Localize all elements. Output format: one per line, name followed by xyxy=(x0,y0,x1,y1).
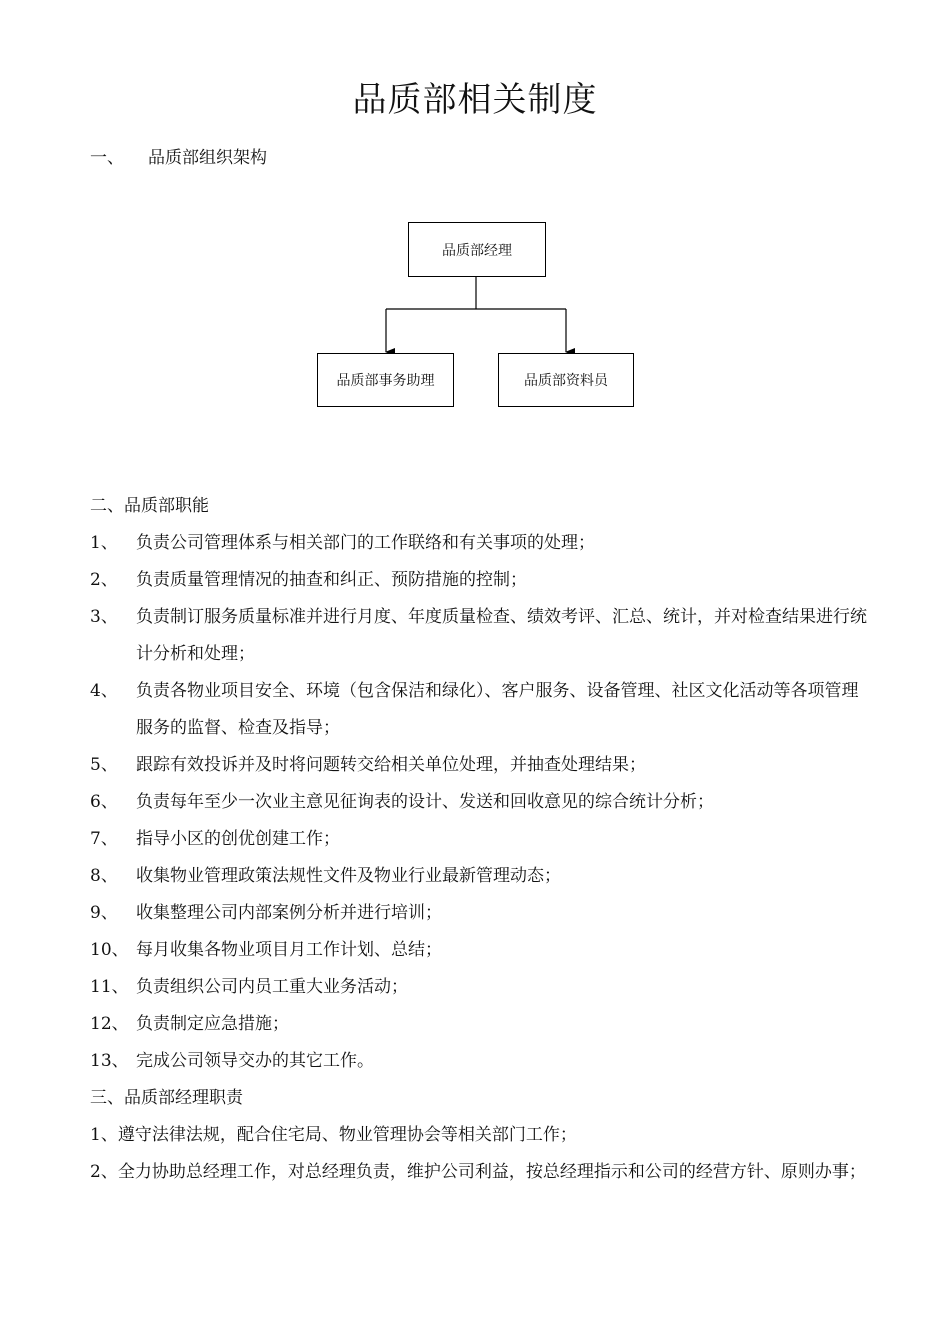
org-box-assistant: 品质部事务助理 xyxy=(317,353,454,407)
list-item-number: 9、 xyxy=(90,903,118,923)
list-item-text: 负责制定应急措施； xyxy=(136,1014,289,1034)
list-item-number: 10、 xyxy=(90,940,129,960)
list-item-number: 1、 xyxy=(90,533,118,553)
list-item xyxy=(90,747,870,784)
list-item-number: 11、 xyxy=(90,977,129,997)
list-item-text: 负责制订服务质量标准并进行月度、年度质量检查、绩效考评、汇总、统计，并对检查结果进行统计分析和处理； xyxy=(136,607,867,664)
list-item-text: 收集物业管理政策法规性文件及物业行业最新管理动态； xyxy=(136,866,561,886)
list-item-number: 5、 xyxy=(90,755,118,775)
list-item-text: 负责组织公司内员工重大业务活动； xyxy=(136,977,408,997)
org-box-data-clerk: 品质部资料员 xyxy=(498,353,634,407)
list-item xyxy=(90,858,870,895)
list-item-number: 4、 xyxy=(90,681,118,701)
org-chart xyxy=(0,0,950,440)
section-3-heading: 三、品质部经理职责 xyxy=(90,1088,243,1108)
list-item-number: 3、 xyxy=(90,607,118,627)
list-item-number: 2、 xyxy=(90,570,118,590)
list-item-text: 完成公司领导交办的其它工作。 xyxy=(136,1051,374,1071)
list-item-text: 跟踪有效投诉并及时将问题转交给相关单位处理，并抽查处理结果； xyxy=(136,755,646,775)
list-item xyxy=(90,673,870,747)
list-item xyxy=(90,1006,870,1043)
list-item xyxy=(90,525,870,562)
list-item xyxy=(90,821,870,858)
list-item xyxy=(90,895,870,932)
list-item-text: 负责质量管理情况的抽查和纠正、预防措施的控制； xyxy=(136,570,527,590)
list-item xyxy=(90,1043,870,1080)
document-body xyxy=(90,488,870,1191)
section-2-heading: 二、品质部职能 xyxy=(90,496,209,516)
page-title: 品质部相关制度 xyxy=(352,80,598,120)
section-3-paragraph: 1、遵守法律法规，配合住宅局、物业管理协会等相关部门工作； xyxy=(90,1125,577,1145)
section-1-number: 一、 xyxy=(90,148,124,168)
list-item xyxy=(90,932,870,969)
list-item xyxy=(90,562,870,599)
list-item-text: 收集整理公司内部案例分析并进行培训； xyxy=(136,903,442,923)
list-item-text: 负责每年至少一次业主意见征询表的设计、发送和回收意见的综合统计分析； xyxy=(136,792,714,812)
list-item-number: 13、 xyxy=(90,1051,129,1071)
list-item-number: 6、 xyxy=(90,792,118,812)
section-3-paragraph: 2、全力协助总经理工作，对总经理负责，维护公司利益，按总经理指示和公司的经营方针、原则办事； xyxy=(90,1162,866,1182)
list-item-number: 7、 xyxy=(90,829,118,849)
list-item-text: 每月收集各物业项目月工作计划、总结； xyxy=(136,940,442,960)
list-item-number: 12、 xyxy=(90,1014,129,1034)
org-box-manager: 品质部经理 xyxy=(408,222,546,277)
org-chart-connectors xyxy=(0,0,950,440)
list-item-text: 负责各物业项目安全、环境（包含保洁和绿化）、客户服务、设备管理、社区文化活动等各项管理服务的监督、检查及指导； xyxy=(136,681,859,738)
list-item xyxy=(90,599,870,673)
list-item-text: 指导小区的创优创建工作； xyxy=(136,829,340,849)
list-item xyxy=(90,784,870,821)
list-item xyxy=(90,969,870,1006)
list-item-text: 负责公司管理体系与相关部门的工作联络和有关事项的处理； xyxy=(136,533,595,553)
section-1-title: 品质部组织架构 xyxy=(148,148,267,168)
list-item-number: 8、 xyxy=(90,866,118,886)
